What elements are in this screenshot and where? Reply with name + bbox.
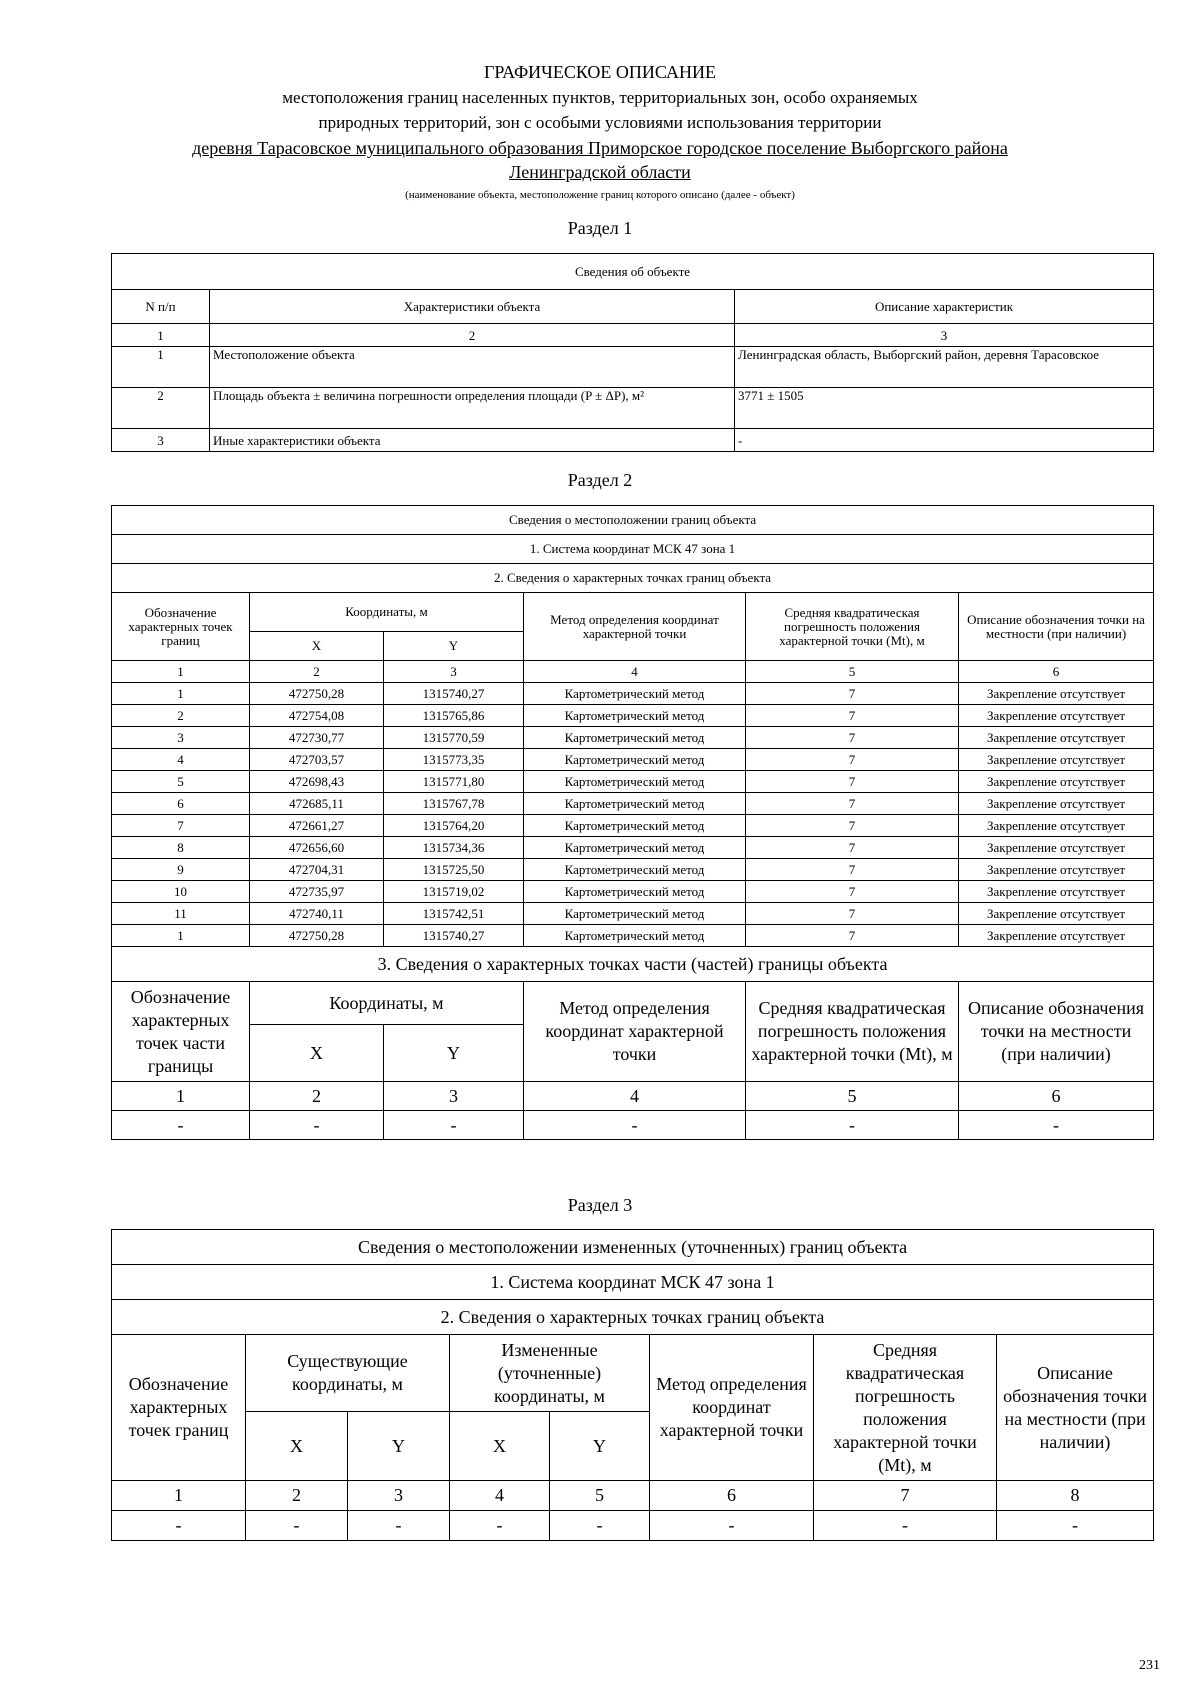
column-number: 6 — [959, 1082, 1154, 1111]
column-number: 1 — [112, 1481, 246, 1511]
characteristic-name: Иные характеристики объекта — [210, 429, 735, 452]
point-method: Картометрический метод — [524, 683, 746, 705]
point-mt: 7 — [746, 859, 959, 881]
point-y: 1315742,51 — [384, 903, 524, 925]
table-row — [112, 859, 1154, 881]
column-header: N п/п — [112, 290, 210, 324]
empty-cell: - — [746, 1111, 959, 1140]
point-mt: 7 — [746, 705, 959, 727]
column-number: 1 — [112, 1082, 250, 1111]
table-row — [112, 815, 1154, 837]
column-header-x: X — [250, 1025, 384, 1082]
point-mt: 7 — [746, 837, 959, 859]
document-title: ГРАФИЧЕСКОЕ ОПИСАНИЕ — [483, 62, 717, 82]
characteristic-value: 3771 ± 1505 — [735, 388, 1154, 429]
point-mt: 7 — [746, 925, 959, 947]
point-x: 472740,11 — [250, 903, 384, 925]
empty-cell: - — [348, 1511, 450, 1541]
table-row — [112, 771, 1154, 793]
point-x: 472750,28 — [250, 925, 384, 947]
empty-cell: - — [450, 1511, 550, 1541]
column-header: Координаты, м — [250, 593, 524, 632]
row-number: 1 — [112, 347, 210, 388]
point-mt: 7 — [746, 749, 959, 771]
object-name-line-1: деревня Тарасовское муниципального образования Приморское городское поселение Выборгского района — [192, 138, 1008, 158]
point-y: 1315719,02 — [384, 881, 524, 903]
column-header: Обозначение характерных точек части границы — [112, 982, 250, 1082]
point-desc: Закрепление отсутствует — [959, 859, 1154, 881]
coordinate-system: 1. Система координат МСК 47 зона 1 — [112, 1265, 1154, 1300]
point-mt: 7 — [746, 793, 959, 815]
column-header: Средняя квадратическая погрешность положения характерной точки (Mt), м — [746, 982, 959, 1082]
point-x: 472656,60 — [250, 837, 384, 859]
column-number: 7 — [814, 1481, 997, 1511]
column-header-x: X — [246, 1412, 348, 1481]
point-number: 4 — [112, 749, 250, 771]
table-row — [112, 429, 1154, 452]
point-y: 1315734,36 — [384, 837, 524, 859]
table-row — [112, 1511, 1154, 1541]
empty-cell: - — [550, 1511, 650, 1541]
point-number: 1 — [112, 683, 250, 705]
point-method: Картометрический метод — [524, 749, 746, 771]
empty-cell: - — [814, 1511, 997, 1541]
column-header-x: X — [450, 1412, 550, 1481]
empty-cell: - — [959, 1111, 1154, 1140]
point-y: 1315740,27 — [384, 683, 524, 705]
column-header-x: X — [250, 632, 384, 661]
point-y: 1315770,59 — [384, 727, 524, 749]
table-title: Сведения об объекте — [112, 254, 1154, 290]
changed-boundary-table — [111, 1229, 1154, 1541]
point-desc: Закрепление отсутствует — [959, 727, 1154, 749]
point-desc: Закрепление отсутствует — [959, 815, 1154, 837]
point-number: 7 — [112, 815, 250, 837]
table-row — [112, 881, 1154, 903]
part-points-title: 3. Сведения о характерных точках части (частей) границы объекта — [112, 947, 1154, 982]
point-x: 472703,57 — [250, 749, 384, 771]
object-name-line-2: Ленинградской области — [509, 162, 691, 182]
point-number: 1 — [112, 925, 250, 947]
point-x: 472735,97 — [250, 881, 384, 903]
row-number: 2 — [112, 388, 210, 429]
point-method: Картометрический метод — [524, 793, 746, 815]
column-number: 4 — [524, 1082, 746, 1111]
point-method: Картометрический метод — [524, 925, 746, 947]
point-number: 2 — [112, 705, 250, 727]
point-number: 9 — [112, 859, 250, 881]
column-number: 2 — [250, 661, 384, 683]
point-method: Картометрический метод — [524, 727, 746, 749]
table-row — [112, 1111, 1154, 1140]
point-mt: 7 — [746, 903, 959, 925]
point-desc: Закрепление отсутствует — [959, 793, 1154, 815]
points-title: 2. Сведения о характерных точках границ объекта — [112, 1300, 1154, 1335]
point-x: 472704,31 — [250, 859, 384, 881]
table-row — [112, 793, 1154, 815]
point-y: 1315764,20 — [384, 815, 524, 837]
empty-cell: - — [112, 1511, 246, 1541]
point-method: Картометрический метод — [524, 837, 746, 859]
point-number: 5 — [112, 771, 250, 793]
empty-cell: - — [997, 1511, 1154, 1541]
column-header: Метод определения координат характерной точки — [524, 593, 746, 661]
row-number: 3 — [112, 429, 210, 452]
column-header: Описание обозначения точки на местности (при наличии) — [959, 593, 1154, 661]
coordinate-system: 1. Система координат МСК 47 зона 1 — [112, 535, 1154, 564]
point-desc: Закрепление отсутствует — [959, 903, 1154, 925]
column-header-y: Y — [384, 632, 524, 661]
point-y: 1315771,80 — [384, 771, 524, 793]
column-number: 8 — [997, 1481, 1154, 1511]
point-desc: Закрепление отсутствует — [959, 749, 1154, 771]
point-x: 472730,77 — [250, 727, 384, 749]
table-row — [112, 347, 1154, 388]
point-method: Картометрический метод — [524, 881, 746, 903]
point-method: Картометрический метод — [524, 903, 746, 925]
column-number: 5 — [746, 1082, 959, 1111]
points-title: 2. Сведения о характерных точках границ объекта — [112, 564, 1154, 593]
column-header-y: Y — [384, 1025, 524, 1082]
point-number: 10 — [112, 881, 250, 903]
characteristic-value: - — [735, 429, 1154, 452]
point-mt: 7 — [746, 881, 959, 903]
section-1-title: Раздел 1 — [567, 218, 633, 238]
section-3-title: Раздел 3 — [567, 1195, 633, 1215]
point-x: 472698,43 — [250, 771, 384, 793]
column-header: Описание характеристик — [735, 290, 1154, 324]
section-2-title: Раздел 2 — [567, 470, 633, 490]
column-number: 2 — [210, 324, 735, 347]
column-number: 3 — [735, 324, 1154, 347]
point-y: 1315773,35 — [384, 749, 524, 771]
point-desc: Закрепление отсутствует — [959, 881, 1154, 903]
empty-cell: - — [384, 1111, 524, 1140]
table-row — [112, 727, 1154, 749]
table-title: Сведения о местоположении границ объекта — [112, 506, 1154, 535]
empty-cell: - — [246, 1511, 348, 1541]
column-header: Описание обозначения точки на местности (при наличии) — [959, 982, 1154, 1082]
point-desc: Закрепление отсутствует — [959, 925, 1154, 947]
point-mt: 7 — [746, 815, 959, 837]
title-line-1: местоположения границ населенных пунктов, территориальных зон, особо охраняемых — [282, 88, 918, 107]
column-number: 3 — [384, 1082, 524, 1111]
column-number: 4 — [450, 1481, 550, 1511]
characteristic-value: Ленинградская область, Выборгский район, деревня Тарасовское — [735, 347, 1154, 388]
column-number: 1 — [112, 661, 250, 683]
column-header: Существующие координаты, м — [246, 1335, 450, 1412]
point-desc: Закрепление отсутствует — [959, 771, 1154, 793]
empty-cell: - — [250, 1111, 384, 1140]
point-x: 472754,08 — [250, 705, 384, 727]
table-row — [112, 683, 1154, 705]
table-row — [112, 749, 1154, 771]
point-x: 472750,28 — [250, 683, 384, 705]
table-row — [112, 388, 1154, 429]
column-number: 3 — [348, 1481, 450, 1511]
boundary-points-table — [111, 505, 1154, 1140]
column-header: Обозначение характерных точек границ — [112, 593, 250, 661]
table-title: Сведения о местоположении измененных (уточненных) границ объекта — [112, 1230, 1154, 1265]
column-number: 6 — [959, 661, 1154, 683]
point-y: 1315725,50 — [384, 859, 524, 881]
point-number: 11 — [112, 903, 250, 925]
column-header: Характеристики объекта — [210, 290, 735, 324]
point-method: Картометрический метод — [524, 859, 746, 881]
column-header-y: Y — [550, 1412, 650, 1481]
point-method: Картометрический метод — [524, 815, 746, 837]
column-number: 1 — [112, 324, 210, 347]
point-mt: 7 — [746, 727, 959, 749]
column-header: Средняя квадратическая погрешность положения характерной точки (Mt), м — [814, 1335, 997, 1481]
column-number: 2 — [250, 1082, 384, 1111]
object-note: (наименование объекта, местоположение границ которого описано (далее - объект) — [405, 189, 795, 201]
column-header: Измененные (уточненные) координаты, м — [450, 1335, 650, 1412]
column-number: 5 — [550, 1481, 650, 1511]
table-row — [112, 837, 1154, 859]
point-x: 472661,27 — [250, 815, 384, 837]
empty-cell: - — [650, 1511, 814, 1541]
column-number: 3 — [384, 661, 524, 683]
point-y: 1315765,86 — [384, 705, 524, 727]
column-header: Метод определения координат характерной точки — [524, 982, 746, 1082]
table-row — [112, 925, 1154, 947]
column-header: Координаты, м — [250, 982, 524, 1025]
column-header-y: Y — [348, 1412, 450, 1481]
empty-cell: - — [524, 1111, 746, 1140]
column-header: Описание обозначения точки на местности (при наличии) — [997, 1335, 1154, 1481]
title-line-2: природных территорий, зон с особыми условиями использования территории — [318, 113, 882, 132]
point-number: 3 — [112, 727, 250, 749]
empty-cell: - — [112, 1111, 250, 1140]
column-number: 2 — [246, 1481, 348, 1511]
point-desc: Закрепление отсутствует — [959, 683, 1154, 705]
point-x: 472685,11 — [250, 793, 384, 815]
table-row — [112, 903, 1154, 925]
point-number: 8 — [112, 837, 250, 859]
point-mt: 7 — [746, 683, 959, 705]
object-info-table — [111, 253, 1154, 452]
point-mt: 7 — [746, 771, 959, 793]
column-number: 6 — [650, 1481, 814, 1511]
column-number: 4 — [524, 661, 746, 683]
characteristic-name: Местоположение объекта — [210, 347, 735, 388]
column-header: Метод определения координат характерной точки — [650, 1335, 814, 1481]
characteristic-name: Площадь объекта ± величина погрешности определения площади (P ± ΔP), м² — [210, 388, 735, 429]
point-desc: Закрепление отсутствует — [959, 705, 1154, 727]
point-y: 1315767,78 — [384, 793, 524, 815]
point-number: 6 — [112, 793, 250, 815]
table-row — [112, 705, 1154, 727]
point-method: Картометрический метод — [524, 771, 746, 793]
page-number: 231 — [1139, 1658, 1160, 1673]
point-desc: Закрепление отсутствует — [959, 837, 1154, 859]
point-method: Картометрический метод — [524, 705, 746, 727]
column-header: Обозначение характерных точек границ — [112, 1335, 246, 1481]
column-header: Средняя квадратическая погрешность положения характерной точки (Mt), м — [746, 593, 959, 661]
point-y: 1315740,27 — [384, 925, 524, 947]
column-number: 5 — [746, 661, 959, 683]
